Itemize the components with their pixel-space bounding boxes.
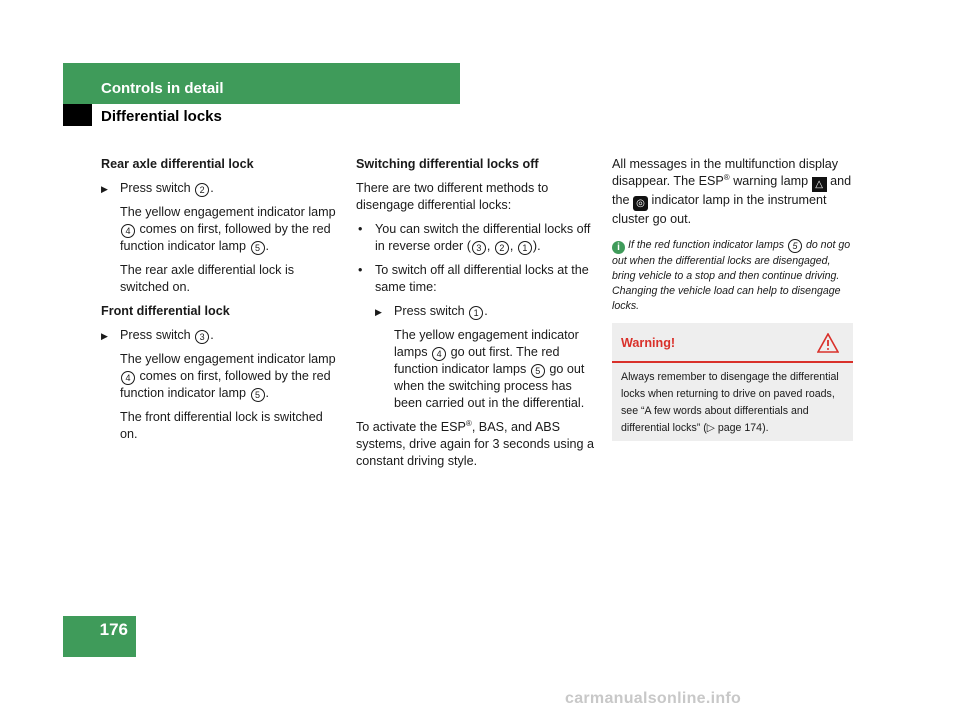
method-bullet: • To switch off all differential locks at the same time:: [356, 262, 599, 296]
page-number: 176: [99, 620, 128, 639]
indicator-lamp-icon: ◎: [633, 196, 648, 211]
switch-off-intro: There are two different methods to disengage differential locks:: [356, 181, 549, 212]
lamp-number-badge: 5: [251, 388, 265, 402]
switch-off-heading: Switching differential locks off: [356, 157, 539, 171]
switch-number-badge: 2: [195, 183, 209, 197]
warning-box: [612, 323, 853, 441]
front-paragraph: The yellow engagement indicator lamp 4 comes on first, followed by the red function indicator lamp 5 .: [120, 352, 336, 400]
column-right: [612, 156, 853, 314]
subsection-title: Differential locks: [101, 108, 222, 125]
column-left: [101, 156, 341, 450]
section-title: Controls in detail: [101, 80, 224, 97]
column-middle: [356, 156, 599, 477]
switch-number-badge: 1: [518, 241, 532, 255]
warning-triangle-icon: [817, 333, 839, 353]
lamp-number-badge: 5: [788, 239, 802, 253]
front-step: ▶ Press switch 3 .: [101, 327, 341, 344]
section-tab-marker: [63, 104, 92, 126]
watermark: carmanualsonline.info: [565, 690, 742, 707]
front-result: The front differential lock is switched on.: [120, 410, 323, 441]
info-icon: i: [612, 241, 625, 254]
warning-title: Warning!: [621, 336, 676, 350]
lamp-number-badge: 4: [121, 371, 135, 385]
warning-text: Always remember to disengage the differential locks when returning to drive on paved roads, see “A few words about differentials and differential locks” (▷ page 174).: [621, 371, 839, 434]
switch-off-step: ▶ Press switch 1 .: [375, 303, 599, 320]
switch-number-badge: 3: [472, 241, 486, 255]
messages-paragraph: All messages in the multifunction display disappear. The ESP® warning lamp △ and the ◎ indicator lamp in the instrument cluster go out.: [612, 157, 852, 226]
lamp-number-badge: 4: [432, 347, 446, 361]
method-substeps: [356, 303, 599, 412]
page-ref-arrow-icon: ▷: [706, 422, 715, 434]
lamp-number-badge: 4: [121, 224, 135, 238]
page-reference[interactable]: page 174: [717, 422, 763, 434]
rear-paragraph: The yellow engagement indicator lamp 4 comes on first, followed by the red function indicator lamp 5 .: [120, 205, 336, 253]
switch-number-badge: 3: [195, 330, 209, 344]
activate-esp-paragraph: To activate the ESP®, BAS, and ABS systems, drive again for 3 seconds using a constant driving style.: [356, 418, 595, 468]
page-number-box: [63, 616, 136, 657]
front-heading: Front differential lock: [101, 304, 230, 318]
rear-step: ▶ Press switch 2 .: [101, 180, 341, 197]
switch-off-paragraph: The yellow engagement indicator lamps 4 go out first. The red function indicator lamps 5 go out when the switching process has been carried out in the differential.: [394, 328, 585, 410]
esp-warning-lamp-icon: △: [812, 177, 827, 192]
warning-header: [612, 323, 853, 363]
method-bullet: • You can switch the differential locks off in reverse order ( 3 , 2 , 1 ).: [356, 221, 599, 255]
info-note: i If the red function indicator lamps 5 do not go out when the differential locks are disengaged, bring vehicle to a stop and then continue driving. Changing the vehicle load can help to disengage locks.: [612, 239, 851, 312]
switch-number-badge: 1: [469, 306, 483, 320]
lamp-number-badge: 5: [251, 241, 265, 255]
rear-heading: Rear axle differential lock: [101, 157, 254, 171]
switch-number-badge: 2: [495, 241, 509, 255]
rear-result: The rear axle differential lock is switched on.: [120, 263, 295, 294]
lamp-number-badge: 5: [531, 364, 545, 378]
